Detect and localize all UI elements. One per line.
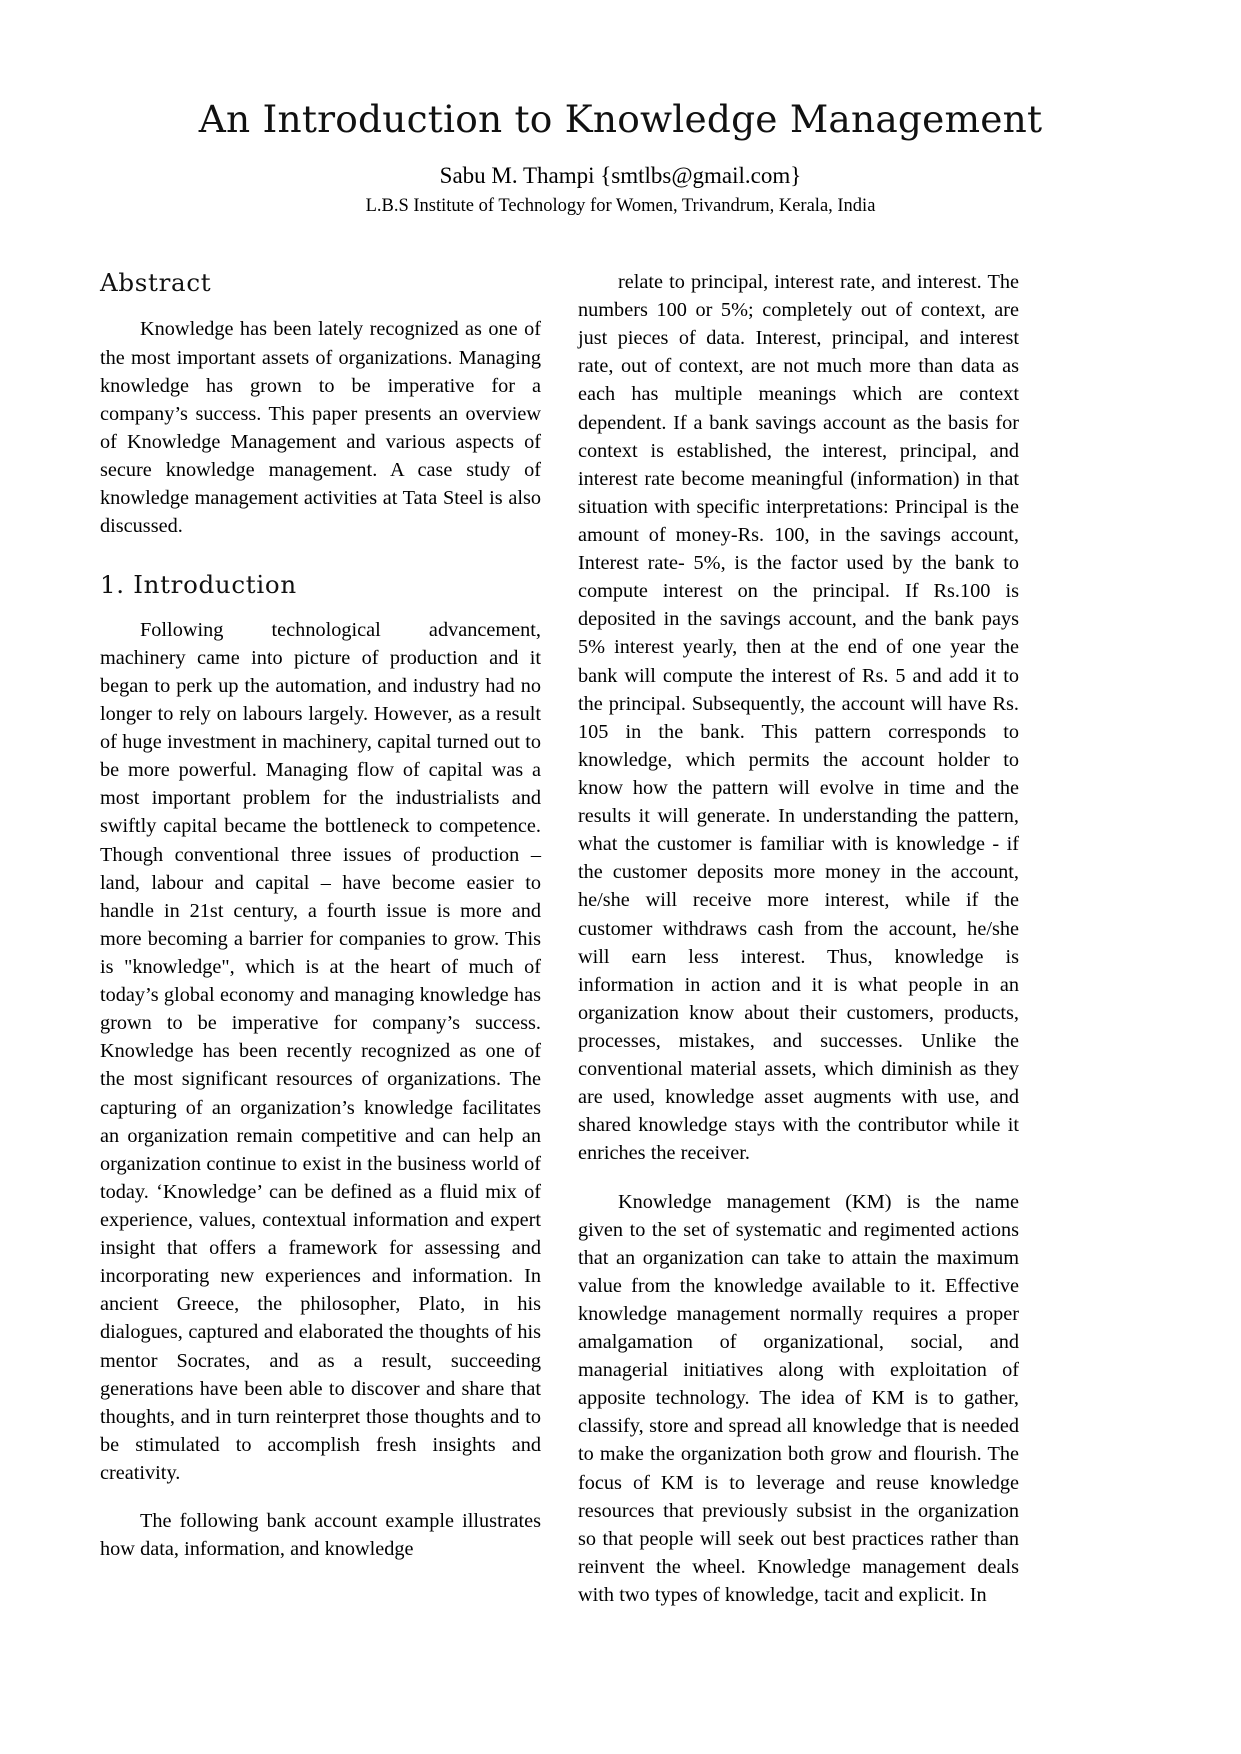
- page-title: An Introduction to Knowledge Management: [198, 97, 1043, 141]
- right-column: [578, 268, 1019, 1609]
- title-block: [100, 98, 1141, 218]
- introduction-heading: 1. Introduction: [100, 570, 297, 600]
- right-column-paragraph-1: relate to principal, interest rate, and interest. The numbers 100 or 5%; completely out of context, are just pieces of data. Interest, principal, and interest rate, out of context, are not much more than data as each has multiple meanings which are context dependent. If a bank savings account as the basis for context is established, the interest, principal, and interest rate become meaningful (information) in that situation with specific interpretations: Principal is the amount of money-Rs. 100, in the savings account, Interest rate- 5%, is the factor used by the bank to compute interest on the principal. If Rs.100 is deposited in the savings account, and the bank pays 5% interest yearly, then at the end of one year the bank will compute the interest of Rs. 5 and add it to the principal. Subsequently, the account will have Rs. 105 in the bank. This pattern corresponds to knowledge, which permits the account holder to know how the pattern will evolve in time and the results it will generate. In understanding the pattern, what the customer is familiar with is knowledge - if the customer deposits more money in the account, he/she will receive more interest, while if the customer withdraws cash from the account, he/she will earn less interest. Thus, knowledge is information in action and it is what people in an organization know about their customers, products, processes, mistakes, and successes. Unlike the conventional material assets, which diminish as they are used, knowledge asset augments with use, and shared knowledge stays with the contributor while it enriches the receiver.: [578, 271, 1019, 1165]
- abstract-heading: Abstract: [100, 268, 212, 297]
- affiliation-line: L.B.S Institute of Technology for Women, Trivandrum, Kerala, India: [365, 195, 876, 216]
- body-columns: [100, 268, 1141, 1668]
- introduction-paragraph-2: The following bank account example illustrates how data, information, and knowledge: [100, 1510, 541, 1561]
- right-column-paragraph-2: Knowledge management (KM) is the name given to the set of systematic and regimented actions that an organization can take to attain the maximum value from the knowledge available to it. Effective knowledge management normally requires a proper amalgamation of organizational, social, and managerial initiatives along with exploitation of apposite technology. The idea of KM is to gather, classify, store and spread all knowledge that is needed to make the organization both grow and flourish. The focus of KM is to leverage and reuse knowledge resources that previously subsist in the organization so that people will seek out best practices rather than reinvent the wheel. Knowledge management deals with two types of knowledge, tacit and explicit. In: [578, 1190, 1019, 1607]
- abstract-paragraph: Knowledge has been lately recognized as one of the most important assets of organizations. Managing knowledge has grown to be imperative for a company’s success. This paper presents an overview of Knowledge Management and various aspects of secure knowledge management. A case study of knowledge management activities at Tata Steel is also discussed.: [100, 318, 541, 538]
- introduction-paragraph-1: Following technological advancement, machinery came into picture of production and it began to perk up the automation, and industry had no longer to rely on labours largely. However, as a result of huge investment in machinery, capital turned out to be more powerful. Managing flow of capital was a most important problem for the industrialists and swiftly capital became the bottleneck to competence. Though conventional three issues of production – land, labour and capital – have become easier to handle in 21st century, a fourth issue is more and more becoming a barrier for companies to grow. This is "knowledge", which is at the heart of much of today’s global economy and managing knowledge has grown to be imperative for company’s success. Knowledge has been recently recognized as one of the most significant resources of organizations. The capturing of an organization’s knowledge facilitates an organization remain competitive and can help an organization continue to exist in the business world of today. ‘Knowledge’ can be defined as a fluid mix of experience, values, contextual information and expert insight that offers a framework for assessing and incorporating new experiences and information. In ancient Greece, the philosopher, Plato, in his dialogues, captured and elaborated the thoughts of his mentor Socrates, and as a result, succeeding generations have been able to discover and share that thoughts, and in turn reinterpret those thoughts and to be stimulated to accomplish fresh insights and creativity.: [100, 618, 541, 1484]
- left-column: [100, 268, 541, 1563]
- author-line: Sabu M. Thampi {smtlbs@gmail.com}: [439, 163, 802, 188]
